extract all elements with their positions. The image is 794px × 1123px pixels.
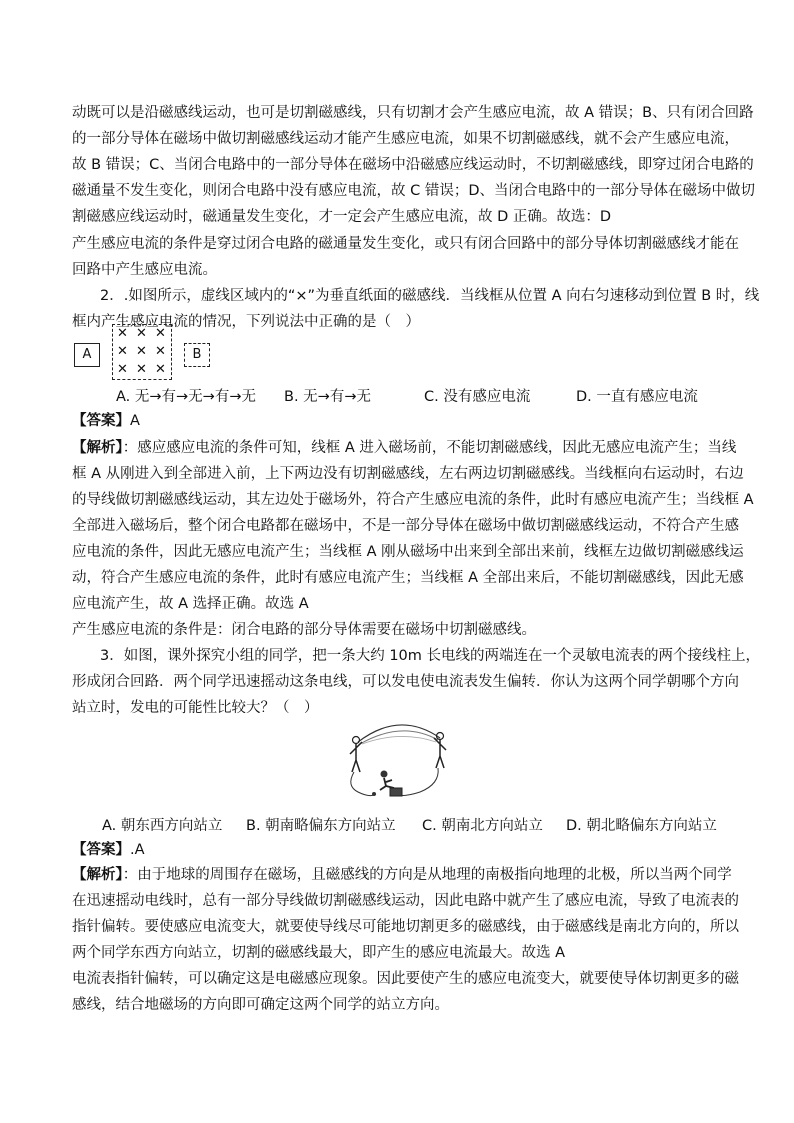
analysis-line: 指针偏转。要使感应电流变大，就要使导线尽可能地切割更多的磁感线，由于磁感线是南北方向的，所以 bbox=[72, 919, 739, 935]
analysis-line: 应电流产生，故 A 选择正确。故选 A bbox=[72, 596, 309, 612]
question-stem: 框内产生感应电流的情况，下列说法中正确的是（ ） bbox=[72, 314, 420, 330]
conclusion-line: 感线，结合地磁场的方向即可确定这两个同学的站立方向。 bbox=[72, 997, 449, 1013]
cross-mark-icon: ✕ bbox=[155, 344, 166, 359]
cross-mark-icon: ✕ bbox=[155, 362, 166, 377]
analysis-line: 在迅速摇动电线时，总有一部分导线做切割磁感线运动，因此电路中就产生了感应电流，导致了电流表的 bbox=[72, 893, 739, 909]
text-line: 割磁感应线运动时，磁通量发生变化，才一定会产生感应电流，故 D 正确。故选：D bbox=[72, 209, 612, 225]
option-b[interactable]: B. 无→有→无 bbox=[284, 389, 371, 405]
answer-value: A bbox=[130, 413, 140, 429]
analysis-line bbox=[72, 438, 736, 458]
students-swinging-wire-figure bbox=[340, 714, 464, 806]
question-stem: 形成闭合回路．两个同学迅速摇动这条电线，可以发电使电流表发生偏转．你认为这两个同学朝哪个方向 bbox=[72, 674, 739, 690]
question-stem: 站立时，发电的可能性比较大？（ ） bbox=[72, 700, 319, 716]
text-line: 动既可以是沿磁感线运动，也可是切割磁感线，只有切割才会产生感应电流，故 A 错误；B、只有闭合回路 bbox=[72, 105, 754, 121]
option-a[interactable]: A. 无→有→无→有→无 bbox=[116, 389, 256, 405]
frame-b: B bbox=[184, 343, 210, 367]
field-region bbox=[112, 324, 172, 380]
option-c[interactable]: C. 朝南北方向站立 bbox=[422, 818, 543, 834]
option-d[interactable]: D. 朝北略偏东方向站立 bbox=[566, 818, 717, 834]
option-b[interactable]: B. 朝南略偏东方向站立 bbox=[246, 818, 396, 834]
answer bbox=[72, 411, 140, 431]
answer-label: 【答案】 bbox=[72, 413, 130, 429]
analysis-line: 框 A 从刚进入到全部进入前，上下两边没有切割磁感线，左右两边切割磁感线。当线框向右运动时，右边 bbox=[72, 466, 744, 482]
cross-mark-icon: ✕ bbox=[136, 326, 147, 341]
analysis-line: 的导线做切割磁感线运动，其左边处于磁场外，符合产生感应电流的条件，此时有感应电流产生；当线框 A bbox=[72, 492, 754, 508]
cross-mark-icon: ✕ bbox=[136, 362, 147, 377]
question-stem: 3．如图，课外探究小组的同学，把一条大约 10m 长电线的两端连在一个灵敏电流表的两个接线柱上， bbox=[100, 648, 761, 664]
answer bbox=[72, 840, 145, 860]
option-c[interactable]: C. 没有感应电流 bbox=[424, 389, 531, 405]
answer-label: 【答案】 bbox=[72, 842, 130, 858]
frame-a: A bbox=[74, 343, 100, 367]
conclusion-line: 产生感应电流的条件是：闭合电路的部分导体需要在磁场中切割磁感线。 bbox=[72, 622, 536, 638]
text-line: 产生感应电流的条件是穿过闭合电路的磁通量发生变化，或只有闭合回路中的部分导体切割磁感线才能在 bbox=[72, 236, 739, 252]
text-line: 磁通量不发生变化，则闭合电路中没有感应电流，故 C 错误；D、当闭合电路中的一部分导体在磁场中做切 bbox=[72, 183, 756, 199]
analysis-text: ：由于地球的周围存在磁场，且磁感线的方向是从地理的南极指向地理的北极，所以当两个同学 bbox=[122, 867, 732, 883]
text-line: 的一部分导体在磁场中做切割磁感线运动才能产生感应电流，如果不切割磁感线，就不会产生感应电流， bbox=[72, 131, 739, 147]
cross-mark-icon: ✕ bbox=[155, 326, 166, 341]
analysis-line: 应电流的条件，因此无感应电流产生；当线框 A 刚从磁场中出来到全部出来前，线框左边做切割磁感线运 bbox=[72, 544, 744, 560]
option-a[interactable]: A. 朝东西方向站立 bbox=[102, 818, 223, 834]
question-stem: 2．.如图所示，虚线区域内的“×”为垂直纸面的磁感线．当线框从位置 A 向右匀速移动到位置 B 时，线 bbox=[100, 288, 760, 304]
analysis-line: 动，符合产生感应电流的条件，此时有感应电流产生；当线框 A 全部出来后，不能切割磁感线，因此无感 bbox=[72, 570, 744, 586]
analysis-line bbox=[72, 865, 732, 885]
cross-mark-icon: ✕ bbox=[117, 362, 128, 377]
analysis-line: 两个同学东西方向站立，切割的磁感线最大，即产生的感应电流最大。故选 A bbox=[72, 945, 566, 961]
analysis-label: 【解析】 bbox=[72, 867, 123, 883]
cross-mark-icon: ✕ bbox=[117, 344, 128, 359]
analysis-label: 【解析】 bbox=[72, 440, 123, 456]
analysis-text: ：感应感应电流的条件可知，线框 A 进入磁场前，不能切割磁感线，因此无感应电流产生；当线 bbox=[122, 440, 737, 456]
cross-mark-icon: ✕ bbox=[117, 326, 128, 341]
option-d[interactable]: D. 一直有感应电流 bbox=[576, 389, 698, 405]
cross-mark-icon: ✕ bbox=[136, 344, 147, 359]
answer-value: .A bbox=[130, 842, 145, 858]
analysis-line: 全部进入磁场后，整个闭合电路都在磁场中，不是一部分导体在磁场中做切割磁感线运动，不符合产生感 bbox=[72, 518, 739, 534]
text-line: 回路中产生感应电流。 bbox=[72, 262, 217, 278]
conclusion-line: 电流表指针偏转，可以确定这是电磁感应现象。因此要使产生的感应电流变大，就要使导体切割更多的磁 bbox=[72, 971, 739, 987]
text-line: 故 B 错误；C、当闭合电路中的一部分导体在磁场中沿磁感应线运动时，不切割磁感线，即穿过闭合电路的 bbox=[72, 157, 754, 173]
magnetic-field-figure bbox=[74, 320, 214, 382]
